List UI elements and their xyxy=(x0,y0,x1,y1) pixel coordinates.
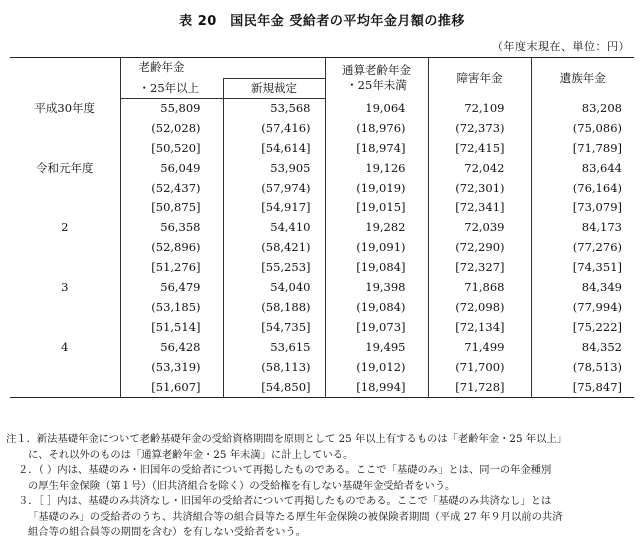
cell-disability: (72,373) xyxy=(428,119,531,139)
cell-new-award: [55,253] xyxy=(223,258,325,278)
cell-disability: [72,341] xyxy=(428,198,531,218)
cell-old-age: (53,319) xyxy=(120,358,223,378)
row-label xyxy=(10,179,120,199)
row-label xyxy=(10,318,120,338)
row-label xyxy=(10,298,120,318)
cell-survivor: [75,222] xyxy=(531,318,634,338)
header-old-age-bottom: ・25年以上 xyxy=(120,78,223,98)
row-label: 平成30年度 xyxy=(34,100,96,115)
row-label xyxy=(10,358,120,378)
row-label-header xyxy=(10,58,120,99)
cell-new-award: (57,974) xyxy=(223,179,325,199)
header-tsusan-pension xyxy=(325,58,428,99)
cell-new-award: 54,040 xyxy=(223,278,325,298)
note-3-cont2: 組合等の組合員等の期間を含む）を有しない受給者をいう。 xyxy=(28,526,307,538)
cell-disability: 72,109 xyxy=(428,98,531,118)
page-title: 表 20 国民年金 受給者の平均年金月額の推移 xyxy=(179,14,465,29)
cell-new-award: [54,917] xyxy=(223,198,325,218)
cell-old-age: 56,358 xyxy=(120,218,223,238)
row-label: 令和元年度 xyxy=(36,160,94,175)
table-row xyxy=(10,218,634,238)
cell-new-award: (58,421) xyxy=(223,238,325,258)
cell-old-age: [50,875] xyxy=(120,198,223,218)
table-row xyxy=(10,378,634,398)
unit-note: （年度末現在、単位：円） xyxy=(492,40,630,53)
cell-disability: (72,098) xyxy=(428,298,531,318)
cell-tsusan: 19,495 xyxy=(325,338,428,358)
header-survivor-pension: 遺族年金 xyxy=(531,58,634,99)
cell-old-age: [51,276] xyxy=(120,258,223,278)
cell-new-award: 54,410 xyxy=(223,218,325,238)
cell-survivor: 83,208 xyxy=(531,98,634,118)
row-label xyxy=(10,378,120,398)
cell-tsusan: (19,019) xyxy=(325,179,428,199)
table-row xyxy=(10,119,634,139)
pension-table xyxy=(10,57,634,398)
header-new-award: 新規裁定 xyxy=(223,78,325,98)
row-label xyxy=(10,139,120,159)
table-row xyxy=(10,358,634,378)
cell-tsusan: 19,064 xyxy=(325,98,428,118)
footnotes xyxy=(6,432,636,541)
cell-old-age: [50,520] xyxy=(120,139,223,159)
row-label xyxy=(10,238,120,258)
cell-disability: (71,700) xyxy=(428,358,531,378)
cell-tsusan: [19,084] xyxy=(325,258,428,278)
cell-new-award: [54,850] xyxy=(223,378,325,398)
cell-new-award: (58,188) xyxy=(223,298,325,318)
cell-tsusan: (18,976) xyxy=(325,119,428,139)
cell-disability: (72,301) xyxy=(428,179,531,199)
cell-old-age: (52,028) xyxy=(120,119,223,139)
cell-tsusan: [18,974] xyxy=(325,139,428,159)
row-label: 3 xyxy=(61,280,69,295)
cell-survivor: (76,164) xyxy=(531,179,634,199)
cell-old-age: [51,514] xyxy=(120,318,223,338)
table-row xyxy=(10,179,634,199)
cell-disability: [72,327] xyxy=(428,258,531,278)
table-row xyxy=(10,258,634,278)
cell-tsusan: [19,015] xyxy=(325,198,428,218)
cell-new-award: [54,735] xyxy=(223,318,325,338)
cell-survivor: 84,352 xyxy=(531,338,634,358)
table-row xyxy=(10,139,634,159)
header-old-age-pension xyxy=(120,58,325,79)
header-tsusan-bottom: ・25年未満 xyxy=(346,78,407,93)
table-row xyxy=(10,159,634,179)
header-tsusan-top: 通算老齢年金 xyxy=(342,63,411,78)
cell-old-age: 55,809 xyxy=(120,98,223,118)
table-row xyxy=(10,98,634,118)
cell-disability: [72,415] xyxy=(428,139,531,159)
note-1-cont: に、それ以外のものは「通算老齢年金・25 年未満」に計上している。 xyxy=(28,448,354,461)
cell-old-age: (52,437) xyxy=(120,179,223,199)
cell-disability: 71,499 xyxy=(428,338,531,358)
cell-survivor: (75,086) xyxy=(531,119,634,139)
cell-new-award: 53,568 xyxy=(223,98,325,118)
cell-tsusan: 19,126 xyxy=(325,159,428,179)
table-row xyxy=(10,198,634,218)
cell-tsusan: 19,398 xyxy=(325,278,428,298)
cell-survivor: 83,644 xyxy=(531,159,634,179)
table-row xyxy=(10,338,634,358)
cell-tsusan: [19,073] xyxy=(325,318,428,338)
cell-old-age: 56,049 xyxy=(120,159,223,179)
cell-disability: 71,868 xyxy=(428,278,531,298)
note-2: ２．（ ）内は、基礎のみ・旧国年の受給者について再掲したものである。ここで「基礎のみ」とは、同一の年金種別 xyxy=(18,464,552,476)
cell-tsusan: (19,012) xyxy=(325,358,428,378)
table-row xyxy=(10,318,634,338)
cell-tsusan: (19,091) xyxy=(325,238,428,258)
cell-disability: [72,134] xyxy=(428,318,531,338)
note-3: ３．［ ］内は、基礎のみ共済なし・旧国年の受給者について再掲したものである。ここで「基礎のみ共済なし」とは xyxy=(18,495,552,507)
cell-new-award: [54,614] xyxy=(223,139,325,159)
row-label: 2 xyxy=(61,220,69,235)
cell-survivor: [74,351] xyxy=(531,258,634,278)
cell-survivor: (77,276) xyxy=(531,238,634,258)
cell-survivor: [71,789] xyxy=(531,139,634,159)
header-old-age-top: 老齢年金 xyxy=(138,60,185,75)
cell-new-award: 53,615 xyxy=(223,338,325,358)
cell-new-award: (57,416) xyxy=(223,119,325,139)
cell-tsusan: (19,084) xyxy=(325,298,428,318)
cell-old-age: [51,607] xyxy=(120,378,223,398)
cell-old-age: (53,185) xyxy=(120,298,223,318)
cell-survivor: 84,173 xyxy=(531,218,634,238)
table-row xyxy=(10,298,634,318)
cell-disability: 72,042 xyxy=(428,159,531,179)
row-label xyxy=(10,258,120,278)
cell-new-award: 53,905 xyxy=(223,159,325,179)
cell-survivor: (78,513) xyxy=(531,358,634,378)
cell-disability: [71,728] xyxy=(428,378,531,398)
row-label xyxy=(10,198,120,218)
header-disability-pension: 障害年金 xyxy=(428,58,531,99)
cell-disability: 72,039 xyxy=(428,218,531,238)
cell-survivor: (77,994) xyxy=(531,298,634,318)
cell-disability: (72,290) xyxy=(428,238,531,258)
cell-old-age: (52,896) xyxy=(120,238,223,258)
cell-old-age: 56,479 xyxy=(120,278,223,298)
note-3-cont: 「基礎のみ」の受給者のうち、共済組合等の組合員等たる厚生年金保険の被保険者期間（平成 27 年９月以前の共済 xyxy=(28,510,563,523)
cell-survivor: 84,349 xyxy=(531,278,634,298)
cell-tsusan: 19,282 xyxy=(325,218,428,238)
cell-tsusan: [18,994] xyxy=(325,378,428,398)
cell-survivor: [73,079] xyxy=(531,198,634,218)
row-label xyxy=(10,119,120,139)
table-row xyxy=(10,238,634,258)
note-2-cont: の厚生年金保険（第１号）（旧共済組合を除く）の受給権を有しない基礎年金受給者をいう。 xyxy=(28,479,456,492)
cell-old-age: 56,428 xyxy=(120,338,223,358)
cell-survivor: [75,847] xyxy=(531,378,634,398)
note-1: 注１．新法基礎年金について老齢基礎年金の受給資格期間を原則として 25 年以上有するものは「老齢年金・25 年以上」 xyxy=(6,433,567,445)
row-label: 4 xyxy=(61,339,69,354)
table-row xyxy=(10,278,634,298)
cell-new-award: (58,113) xyxy=(223,358,325,378)
